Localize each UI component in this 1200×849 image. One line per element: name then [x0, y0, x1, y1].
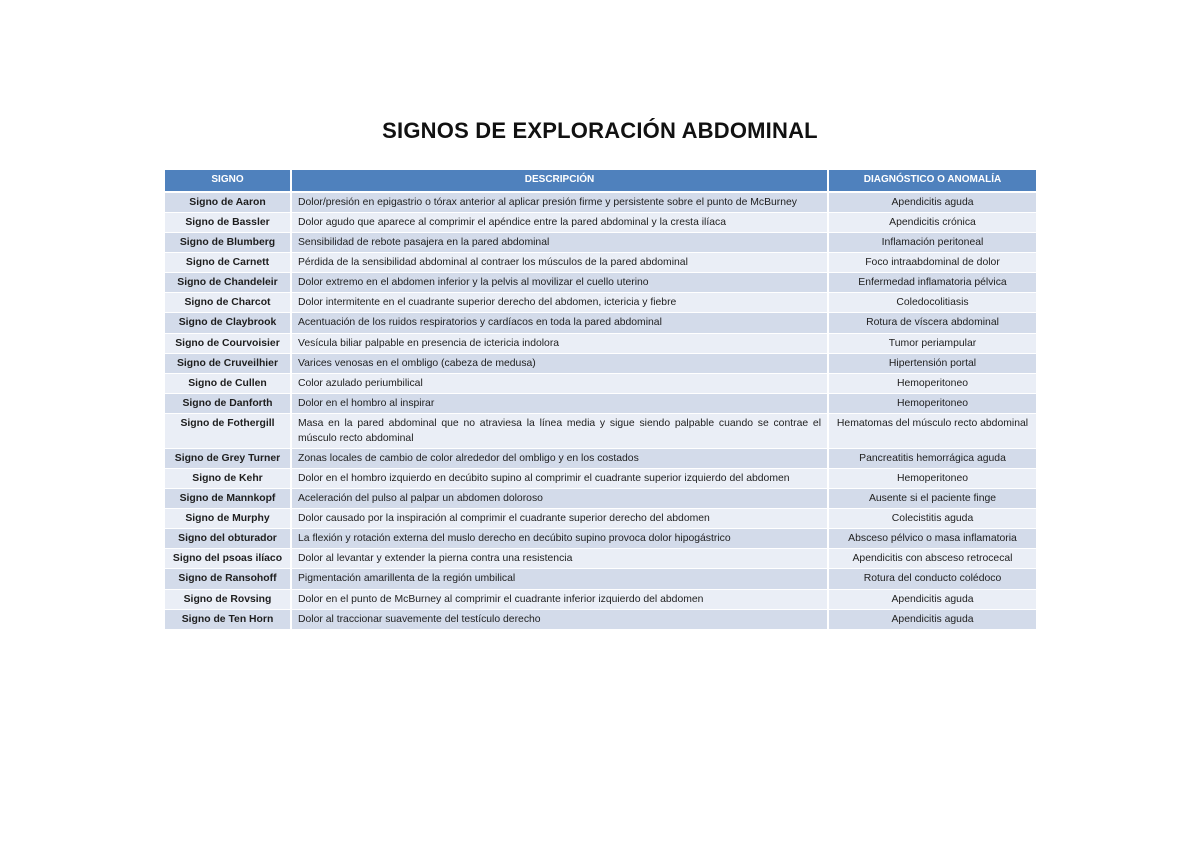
- diagnosis-cell: Hipertensión portal: [828, 353, 1036, 373]
- diagnosis-cell: Hemoperitoneo: [828, 393, 1036, 413]
- sign-name-cell: Signo de Chandeleir: [165, 273, 291, 293]
- table-row: [165, 529, 1036, 549]
- table-row: [165, 192, 1036, 213]
- diagnosis-cell: Enfermedad inflamatoria pélvica: [828, 273, 1036, 293]
- sign-name-cell: Signo de Kehr: [165, 469, 291, 489]
- description-cell: Dolor causado por la inspiración al comprimir el cuadrante superior derecho del abdomen: [291, 509, 828, 529]
- table-row: [165, 353, 1036, 373]
- description-cell: Dolor intermitente en el cuadrante superior derecho del abdomen, ictericia y fiebre: [291, 293, 828, 313]
- description-cell: Masa en la pared abdominal que no atraviesa la línea media y sigue siendo palpable cuando se contrae el músculo recto abdominal: [291, 413, 828, 448]
- description-cell: Sensibilidad de rebote pasajera en la pared abdominal: [291, 233, 828, 253]
- table-row: [165, 253, 1036, 273]
- diagnosis-cell: Tumor periampular: [828, 333, 1036, 353]
- sign-name-cell: Signo de Blumberg: [165, 233, 291, 253]
- table-row: [165, 469, 1036, 489]
- description-cell: Acentuación de los ruidos respiratorios y cardíacos en toda la pared abdominal: [291, 313, 828, 333]
- sign-name-cell: Signo del obturador: [165, 529, 291, 549]
- description-cell: Dolor en el hombro al inspirar: [291, 393, 828, 413]
- description-cell: Dolor extremo en el abdomen inferior y la pelvis al movilizar el cuello uterino: [291, 273, 828, 293]
- table-row: [165, 213, 1036, 233]
- column-header-description: DESCRIPCIÓN: [291, 170, 828, 192]
- description-cell: Dolor agudo que aparece al comprimir el apéndice entre la pared abdominal y la cresta ilíaca: [291, 213, 828, 233]
- sign-name-cell: Signo de Murphy: [165, 509, 291, 529]
- diagnosis-cell: Inflamación peritoneal: [828, 233, 1036, 253]
- sign-name-cell: Signo de Danforth: [165, 393, 291, 413]
- table-row: [165, 313, 1036, 333]
- table-row: [165, 509, 1036, 529]
- diagnosis-cell: Apendicitis crónica: [828, 213, 1036, 233]
- table-row: [165, 609, 1036, 629]
- table-row: [165, 393, 1036, 413]
- table-row: [165, 293, 1036, 313]
- description-cell: Pigmentación amarillenta de la región umbilical: [291, 569, 828, 589]
- diagnosis-cell: Apendicitis con absceso retrocecal: [828, 549, 1036, 569]
- description-cell: La flexión y rotación externa del muslo derecho en decúbito supino provoca dolor hipogástrico: [291, 529, 828, 549]
- sign-name-cell: Signo de Ransohoff: [165, 569, 291, 589]
- diagnosis-cell: Absceso pélvico o masa inflamatoria: [828, 529, 1036, 549]
- diagnosis-cell: Apendicitis aguda: [828, 589, 1036, 609]
- table-header-row: [165, 170, 1036, 192]
- sign-name-cell: Signo de Claybrook: [165, 313, 291, 333]
- table-row: [165, 373, 1036, 393]
- diagnosis-cell: Pancreatitis hemorrágica aguda: [828, 449, 1036, 469]
- table-row: [165, 589, 1036, 609]
- sign-name-cell: Signo de Carnett: [165, 253, 291, 273]
- description-cell: Dolor/presión en epigastrio o tórax anterior al aplicar presión firme y persistente sobre el punto de McBurney: [291, 192, 828, 213]
- description-cell: Aceleración del pulso al palpar un abdomen doloroso: [291, 489, 828, 509]
- description-cell: Pérdida de la sensibilidad abdominal al contraer los músculos de la pared abdominal: [291, 253, 828, 273]
- description-cell: Dolor al traccionar suavemente del testículo derecho: [291, 609, 828, 629]
- description-cell: Dolor en el punto de McBurney al comprimir el cuadrante inferior izquierdo del abdomen: [291, 589, 828, 609]
- column-header-diagnosis: DIAGNÓSTICO O ANOMALÍA: [828, 170, 1036, 192]
- diagnosis-cell: Ausente si el paciente finge: [828, 489, 1036, 509]
- diagnosis-cell: Hemoperitoneo: [828, 373, 1036, 393]
- table-row: [165, 489, 1036, 509]
- sign-name-cell: Signo del psoas ilíaco: [165, 549, 291, 569]
- diagnosis-cell: Rotura de víscera abdominal: [828, 313, 1036, 333]
- table-row: [165, 413, 1036, 448]
- table-row: [165, 549, 1036, 569]
- sign-name-cell: Signo de Grey Turner: [165, 449, 291, 469]
- diagnosis-cell: Foco intraabdominal de dolor: [828, 253, 1036, 273]
- diagnosis-cell: Apendicitis aguda: [828, 192, 1036, 213]
- description-cell: Dolor en el hombro izquierdo en decúbito supino al comprimir el cuadrante superior izquierdo del abdomen: [291, 469, 828, 489]
- sign-name-cell: Signo de Cruveilhier: [165, 353, 291, 373]
- table-row: [165, 449, 1036, 469]
- table-row: [165, 333, 1036, 353]
- sign-name-cell: Signo de Rovsing: [165, 589, 291, 609]
- table-body: [165, 192, 1036, 629]
- table-row: [165, 569, 1036, 589]
- sign-name-cell: Signo de Mannkopf: [165, 489, 291, 509]
- description-cell: Vesícula biliar palpable en presencia de ictericia indolora: [291, 333, 828, 353]
- diagnosis-cell: Colecistitis aguda: [828, 509, 1036, 529]
- sign-name-cell: Signo de Charcot: [165, 293, 291, 313]
- page-title: SIGNOS DE EXPLORACIÓN ABDOMINAL: [382, 118, 818, 143]
- diagnosis-cell: Hemoperitoneo: [828, 469, 1036, 489]
- description-cell: Dolor al levantar y extender la pierna contra una resistencia: [291, 549, 828, 569]
- table-row: [165, 273, 1036, 293]
- signs-table: [165, 170, 1036, 629]
- sign-name-cell: Signo de Aaron: [165, 192, 291, 213]
- sign-name-cell: Signo de Fothergill: [165, 413, 291, 448]
- description-cell: Color azulado periumbilical: [291, 373, 828, 393]
- diagnosis-cell: Coledocolitiasis: [828, 293, 1036, 313]
- diagnosis-cell: Apendicitis aguda: [828, 609, 1036, 629]
- sign-name-cell: Signo de Cullen: [165, 373, 291, 393]
- sign-name-cell: Signo de Bassler: [165, 213, 291, 233]
- column-header-sign: SIGNO: [165, 170, 291, 192]
- table-row: [165, 233, 1036, 253]
- diagnosis-cell: Hematomas del músculo recto abdominal: [828, 413, 1036, 448]
- sign-name-cell: Signo de Courvoisier: [165, 333, 291, 353]
- sign-name-cell: Signo de Ten Horn: [165, 609, 291, 629]
- description-cell: Varices venosas en el ombligo (cabeza de medusa): [291, 353, 828, 373]
- diagnosis-cell: Rotura del conducto colédoco: [828, 569, 1036, 589]
- description-cell: Zonas locales de cambio de color alrededor del ombligo y en los costados: [291, 449, 828, 469]
